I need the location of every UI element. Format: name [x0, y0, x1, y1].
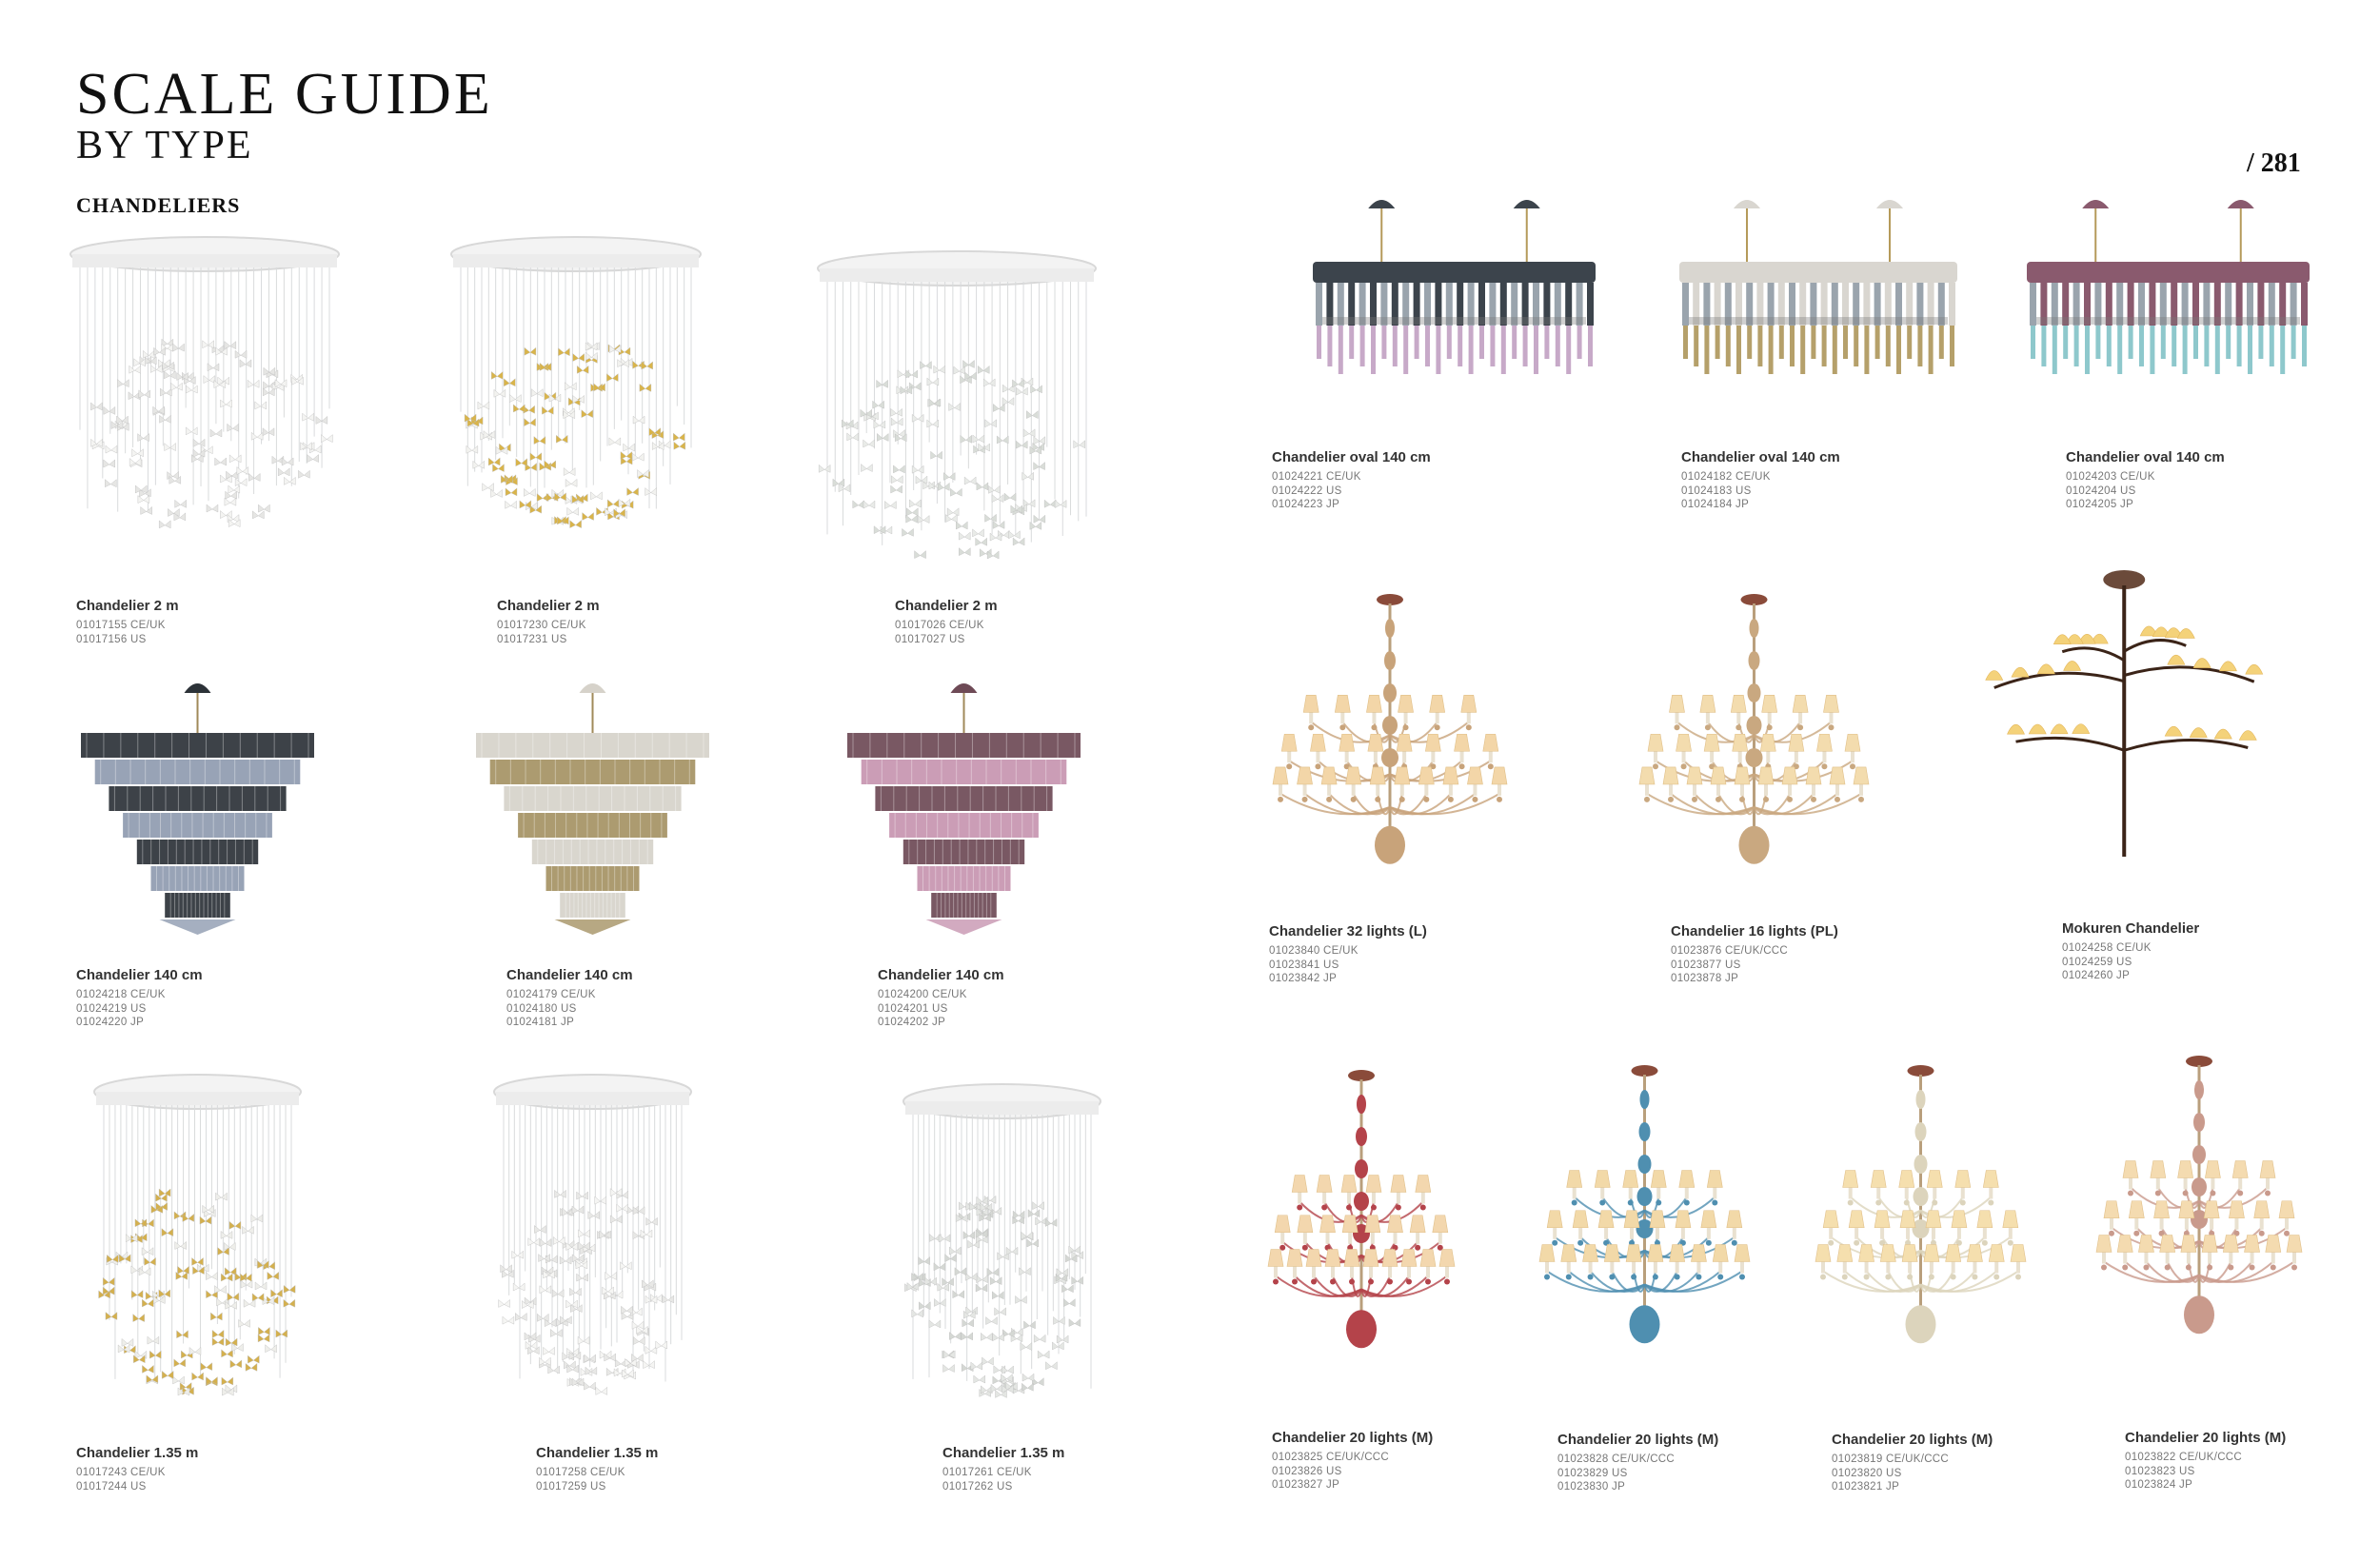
- product-name: Chandelier 2 m: [895, 598, 998, 614]
- product-code: 01023876 CE/UK/CCC: [1671, 945, 1789, 957]
- product-code: 01023821 JP: [1832, 1481, 1900, 1493]
- product-code: 01024219 US: [76, 1002, 147, 1015]
- product-code: 01023877 US: [1671, 959, 1741, 971]
- product-code: 01024258 CE/UK: [2062, 942, 2152, 954]
- butterfly-cluster: [99, 1189, 295, 1395]
- butterfly-cluster: [90, 339, 332, 528]
- product-image: [471, 676, 714, 942]
- product-code: 01017027 US: [895, 633, 965, 645]
- product-name: Chandelier oval 140 cm: [2066, 449, 2225, 465]
- product-image: [67, 233, 343, 547]
- section-heading: CHANDELIERS: [76, 193, 241, 217]
- chandelier-illustration: [447, 233, 704, 547]
- product-caption: [1269, 923, 1427, 986]
- crystal-strands: [913, 1115, 1091, 1389]
- page-subtitle: BY TYPE: [76, 124, 253, 168]
- pendant-row: [1682, 283, 1955, 374]
- chandelier-illustration: [900, 1080, 1104, 1423]
- product-code: 01023828 CE/UK/CCC: [1557, 1453, 1676, 1465]
- chandelier-illustration: [1547, 1061, 1742, 1371]
- product-code: 01023878 JP: [1671, 973, 1739, 984]
- chandelier-illustration: [471, 676, 714, 942]
- product-code: 01024203 CE/UK: [2066, 471, 2155, 483]
- product-code: 01023842 JP: [1269, 973, 1338, 984]
- product-code: 01017258 CE/UK: [536, 1467, 625, 1478]
- product-image: [2104, 1052, 2294, 1361]
- product-image: [76, 676, 319, 942]
- product-code: 01023820 US: [1832, 1467, 1902, 1479]
- product-code: 01024201 US: [878, 1002, 948, 1015]
- product-code: 01017262 US: [942, 1480, 1013, 1493]
- product-name: Chandelier 20 lights (M): [1272, 1430, 1434, 1446]
- product-code: 01024218 CE/UK: [76, 989, 166, 1000]
- product-image: [447, 233, 704, 547]
- chandelier-illustration: [2023, 195, 2313, 409]
- product-code: 01024205 JP: [2066, 499, 2134, 510]
- product-image: [1823, 1061, 2018, 1371]
- product-caption: [76, 967, 203, 1030]
- product-caption: [2066, 449, 2225, 512]
- product-caption: [1671, 923, 1838, 986]
- oval-band: [1679, 262, 1957, 283]
- product-image: [1676, 195, 1961, 409]
- product-name: Chandelier oval 140 cm: [1681, 449, 1840, 465]
- product-code: 01023840 CE/UK: [1269, 945, 1359, 957]
- product-image: [1985, 566, 2294, 866]
- product-code: 01024200 CE/UK: [878, 989, 967, 1000]
- chandelier-illustration: [1985, 566, 2294, 866]
- pendant-row: [2030, 283, 2308, 374]
- product-code: 01023824 JP: [2125, 1479, 2193, 1491]
- oval-band: [1313, 262, 1596, 283]
- crystal-strands: [80, 267, 329, 512]
- product-code: 01017230 CE/UK: [497, 620, 586, 631]
- butterfly-cluster: [465, 343, 685, 528]
- chandelier-illustration: [1647, 590, 1861, 890]
- product-image: [2023, 195, 2313, 409]
- product-code: 01017243 CE/UK: [76, 1467, 166, 1478]
- product-caption: [2062, 920, 2199, 983]
- product-caption: [1681, 449, 1840, 512]
- product-image: [1276, 1066, 1447, 1375]
- product-code: 01024223 JP: [1272, 499, 1340, 510]
- product-image: [814, 247, 1100, 581]
- product-image: [843, 676, 1085, 942]
- tiers: [81, 733, 314, 918]
- tiers: [476, 733, 709, 918]
- chandelier-illustration: [490, 1071, 695, 1418]
- product-name: Chandelier 140 cm: [506, 967, 633, 983]
- product-image: [1547, 1061, 1742, 1371]
- oval-band: [2027, 262, 2310, 283]
- chandelier-illustration: [90, 1071, 305, 1418]
- product-code: 01024259 US: [2062, 956, 2132, 968]
- product-image: [1647, 590, 1861, 890]
- page-number: / 281: [2247, 148, 2301, 178]
- product-caption: [1832, 1432, 1993, 1494]
- product-name: Chandelier 140 cm: [76, 967, 203, 983]
- chandelier-illustration: [1276, 1066, 1447, 1375]
- product-code: 01024204 US: [2066, 484, 2136, 497]
- product-code: 01024184 JP: [1681, 499, 1750, 510]
- product-code: 01017026 CE/UK: [895, 620, 984, 631]
- product-name: Chandelier 20 lights (M): [1832, 1432, 1993, 1448]
- product-image: [1309, 195, 1599, 409]
- product-code: 01024182 CE/UK: [1681, 471, 1771, 483]
- product-code: 01023829 US: [1557, 1467, 1628, 1479]
- product-code: 01023827 JP: [1272, 1479, 1340, 1491]
- chandelier-illustration: [814, 247, 1100, 581]
- product-caption: [1272, 1430, 1433, 1493]
- pendant-row: [1316, 283, 1594, 374]
- product-name: Chandelier 1.35 m: [536, 1445, 659, 1461]
- chandelier-illustration: [2104, 1052, 2294, 1361]
- product-name: Chandelier 1.35 m: [76, 1445, 199, 1461]
- product-caption: [1557, 1432, 1718, 1494]
- product-code: 01017231 US: [497, 633, 567, 645]
- product-image: [900, 1080, 1104, 1423]
- product-image: [90, 1071, 305, 1418]
- product-code: 01024183 US: [1681, 484, 1752, 497]
- product-code: 01017155 CE/UK: [76, 620, 166, 631]
- product-caption: [942, 1445, 1064, 1493]
- product-code: 01023830 JP: [1557, 1481, 1626, 1493]
- product-name: Chandelier 2 m: [497, 598, 600, 614]
- product-code: 01017261 CE/UK: [942, 1467, 1032, 1478]
- product-code: 01024222 US: [1272, 484, 1342, 497]
- product-name: Chandelier 16 lights (PL): [1671, 923, 1838, 939]
- product-code: 01023823 US: [2125, 1465, 2195, 1477]
- product-image: [490, 1071, 695, 1418]
- product-name: Chandelier 2 m: [76, 598, 179, 614]
- chandelier-illustration: [1823, 1061, 2018, 1371]
- chandelier-illustration: [1280, 590, 1499, 890]
- product-name: Mokuren Chandelier: [2062, 920, 2200, 937]
- product-code: 01024181 JP: [506, 1017, 575, 1028]
- product-name: Chandelier 20 lights (M): [2125, 1430, 2287, 1446]
- product-code: 01017259 US: [536, 1480, 606, 1493]
- product-code: 01024179 CE/UK: [506, 989, 596, 1000]
- product-caption: [895, 598, 998, 646]
- product-code: 01024221 CE/UK: [1272, 471, 1361, 483]
- product-caption: [497, 598, 600, 646]
- product-name: Chandelier 32 lights (L): [1269, 923, 1427, 939]
- chandelier-illustration: [76, 676, 319, 942]
- product-name: Chandelier 1.35 m: [942, 1445, 1065, 1461]
- product-code: 01023826 US: [1272, 1465, 1342, 1477]
- product-caption: [76, 1445, 198, 1493]
- chandelier-illustration: [67, 233, 343, 547]
- product-name: Chandelier 140 cm: [878, 967, 1004, 983]
- product-caption: [1272, 449, 1431, 512]
- tiers: [847, 733, 1081, 918]
- product-name: Chandelier 20 lights (M): [1557, 1432, 1719, 1448]
- product-code: 01017244 US: [76, 1480, 147, 1493]
- product-caption: [506, 967, 633, 1030]
- chandelier-illustration: [1676, 195, 1961, 409]
- product-code: 01024202 JP: [878, 1017, 946, 1028]
- product-code: 01024220 JP: [76, 1017, 145, 1028]
- product-image: [1280, 590, 1499, 890]
- product-name: Chandelier oval 140 cm: [1272, 449, 1431, 465]
- product-caption: [536, 1445, 658, 1493]
- product-code: 01024260 JP: [2062, 970, 2131, 981]
- product-code: 01023822 CE/UK/CCC: [2125, 1452, 2243, 1463]
- product-code: 01024180 US: [506, 1002, 577, 1015]
- product-code: 01017156 US: [76, 633, 147, 645]
- product-caption: [76, 598, 179, 646]
- product-code: 01023825 CE/UK/CCC: [1272, 1452, 1390, 1463]
- product-caption: [2125, 1430, 2286, 1493]
- chandelier-illustration: [843, 676, 1085, 942]
- chandelier-illustration: [1309, 195, 1599, 409]
- product-caption: [878, 967, 1004, 1030]
- product-code: 01023819 CE/UK/CCC: [1832, 1453, 1950, 1465]
- page-title: SCALE GUIDE: [76, 62, 493, 127]
- product-code: 01023841 US: [1269, 959, 1339, 971]
